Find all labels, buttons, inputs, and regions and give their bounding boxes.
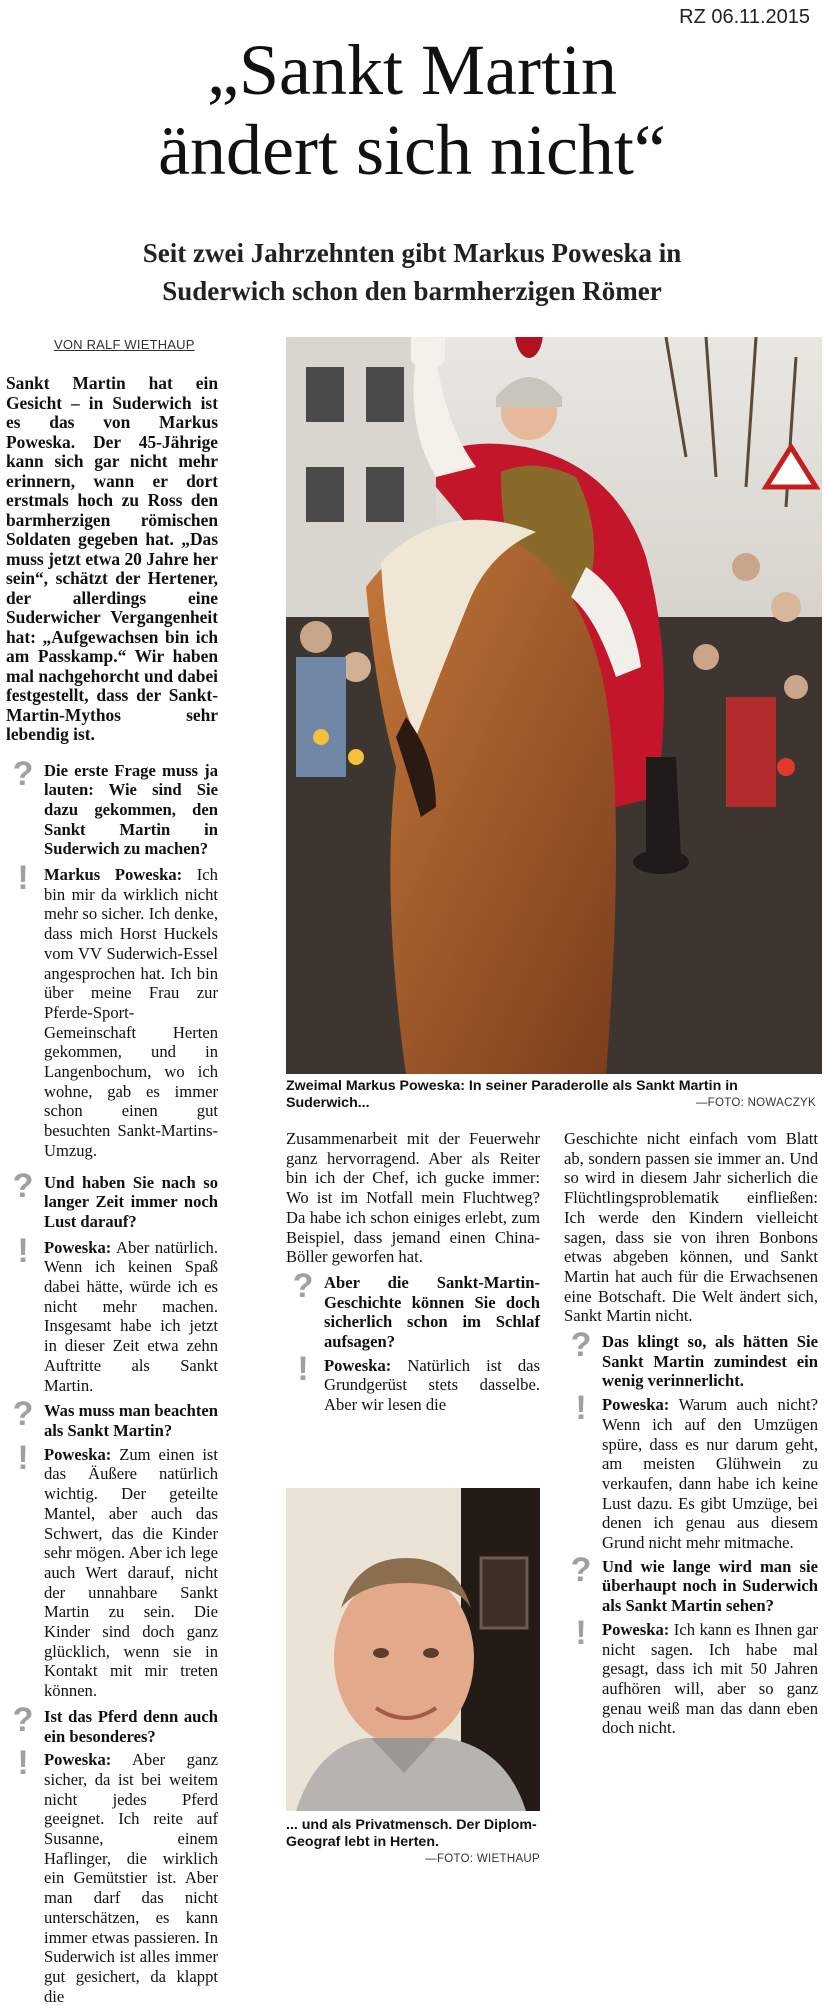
byline: VON RALF WIETHAUP xyxy=(54,337,195,352)
qa-item xyxy=(286,1349,540,1415)
qa-item xyxy=(6,1438,218,1701)
question: Die erste Frage muss ja lauten: Wie sind Sie dazu gekommen, den Sankt Martin in Suderwich zu machen? xyxy=(44,760,218,859)
question: Und wie lange wird man sie überhaupt noch in Suderwich als Sankt Martin sehen? xyxy=(602,1556,818,1616)
intro-paragraph: Sankt Martin hat ein Gesicht – in Suderwich ist es das von Markus Poweska. Der 45-Jährige kann sich gar nicht mehr erinnern, wann er dort erstmals hoch zu Ross den barmherzigen römischen Soldaten gegeben hat. „Das muss jetzt etwa 20 Jahre her sein“, schätzt der Hertener, der allerdings eine Suderwicher Vergangenheit hat: „Aufgewachsen bin ich am Passkamp.“ Wir haben mal nachgehorcht und dabei festgestellt, dass der Sankt-Martin-Mythos sehr lebendig ist. xyxy=(6,373,218,744)
answer-text: Zum einen ist das Äußere natürlich wichtig. Der geteilte Mantel, aber auch das Schwert, das die Kinder sehr mögen. Aber ich lege auch Wert darauf, nicht der unnahbare Sankt Martin zu sein. Die Kinder sind doch ganz glücklich, wenn sie in Kontakt mit mir treten können. xyxy=(44,1444,218,1701)
question: Und haben Sie nach so langer Zeit immer noch Lust darauf? xyxy=(44,1172,218,1231)
speaker: Poweska: xyxy=(44,1750,112,1770)
speaker: Markus Poweska: xyxy=(44,865,183,885)
subhead-line-2: Suderwich schon den barmherzigen Römer xyxy=(162,276,662,306)
qa-item xyxy=(564,1550,818,1616)
answer xyxy=(324,1356,540,1415)
headline-line-2: ändert sich nicht“ xyxy=(158,110,666,190)
speaker: Poweska: xyxy=(602,1619,670,1639)
speaker: Poweska: xyxy=(44,1237,112,1257)
rider-illustration xyxy=(286,337,822,1074)
qa-item xyxy=(286,1266,540,1352)
qa-item xyxy=(564,1389,818,1553)
question: Ist das Pferd denn auch ein besonderes? xyxy=(44,1706,218,1746)
answer-text: Ich kann es Ihnen gar nicht sagen. Ich habe mal gesagt, dass ich mit 50 Jahren aufhören will, aber so ganz genau weiß man das dann eben doch nicht. xyxy=(602,1619,818,1738)
exclamation-mark-icon: ! xyxy=(575,1389,587,1428)
answer-text: Warum auch nicht? Wenn ich auf den Umzügen spüre, dass es nur darum geht, am meisten Glühwein zu verkaufen, dann habe ich keine Lust dazu. Es gibt Umzüge, bei denen ich genau aus diesem Grund nicht mehr mitmache. xyxy=(602,1395,818,1553)
question-mark-icon: ? xyxy=(570,1326,592,1365)
question-mark-icon: ? xyxy=(12,1395,34,1434)
question-mark-icon: ? xyxy=(12,1700,34,1739)
question-mark-icon: ? xyxy=(12,754,34,793)
article-column-2 xyxy=(286,1129,540,1415)
exclamation-mark-icon: ! xyxy=(17,859,29,898)
speaker: Poweska: xyxy=(602,1395,670,1415)
speaker: Poweska: xyxy=(324,1355,392,1375)
subhead-line-1: Seit zwei Jahrzehnten gibt Markus Poweska in xyxy=(142,238,682,268)
headline-line-1: „Sankt Martin xyxy=(207,30,617,110)
exclamation-mark-icon: ! xyxy=(575,1613,587,1652)
qa-item xyxy=(564,1326,818,1391)
portrait-illustration xyxy=(286,1488,540,1811)
question: Aber die Sankt-Martin-Geschichte können Sie doch sicherlich schon im Schlaf aufsagen? xyxy=(324,1272,540,1352)
question: Was muss man beachten als Sankt Martin? xyxy=(44,1401,218,1440)
qa-item xyxy=(564,1613,818,1738)
question: Das klingt so, als hätten Sie Sankt Martin zumindest ein wenig verinnerlicht. xyxy=(602,1332,818,1391)
subheadline xyxy=(40,234,784,310)
answer xyxy=(602,1620,818,1738)
speaker: Poweska: xyxy=(44,1444,112,1464)
main-photo-sankt-martin-on-horse xyxy=(286,337,822,1074)
article-column-1 xyxy=(6,374,218,2006)
answer-text: Natürlich ist das Grundgerüst stets dasselbe. Aber wir lesen die xyxy=(324,1355,540,1415)
qa-item xyxy=(6,1231,219,1396)
caption-text: Zweimal Markus Poweska: In seiner Paraderolle als Sankt Martin in Suderwich... xyxy=(286,1078,738,1111)
answer-text: Aber natürlich. Wenn ich keinen Spaß dabei hätte, würde ich es nicht mehr machen. Insgesamt habe ich jetzt in dieser Zeit etwa zehn Auftritte als Sankt Martin. xyxy=(44,1237,219,1395)
exclamation-mark-icon: ! xyxy=(17,1231,29,1270)
question-mark-icon: ? xyxy=(12,1166,34,1205)
answer xyxy=(602,1395,818,1553)
answer xyxy=(44,1445,218,1701)
exclamation-mark-icon: ! xyxy=(297,1349,309,1388)
answer-text: Ich bin mir da wirklich nicht mehr so sicher. Ich denke, dass mich Horst Huckels vom VV Suderwich-Essel angesprochen hat. Ich bin über meine Frau zur Pferde-Sport-Gemeinschaft Herten gekommen, und in Langenbochum, wo ich wohne, gab es immer schon einen gut besuchten Sankt-Martins-Umzug. xyxy=(44,865,218,1160)
qa-item xyxy=(6,754,218,860)
qa-item xyxy=(6,1744,218,2006)
continuation-paragraph: Zusammenarbeit mit der Feuerwehr ganz hervorragend. Aber als Reiter bin ich der Chef, ich gucke immer: Wo ist im Notfall mein Fluchtweg? Da habe ich schon einiges erlebt, zum Beispiel, dass jemand einen China-Böller geworfen hat. xyxy=(286,1129,540,1267)
qa-item xyxy=(6,1395,218,1440)
article-column-3 xyxy=(564,1129,818,1738)
question-mark-icon: ? xyxy=(570,1550,592,1589)
headline xyxy=(0,30,824,190)
photo-credit: —FOTO: WIETHAUP xyxy=(425,1853,540,1865)
photo-credit: —FOTO: NOWACZYK xyxy=(695,1097,816,1109)
answer xyxy=(44,1238,218,1396)
qa-item xyxy=(6,1700,218,1746)
question-mark-icon: ? xyxy=(292,1266,314,1305)
caption-text: ... und als Privatmensch. Der Diplom-Geograf lebt in Herten. xyxy=(286,1817,537,1850)
answer-text: Aber ganz sicher, da ist bei weitem nicht jedes Pferd geeignet. Ich reite auf Susanne, einem Haflinger, die wirklich ein Gemütstier ist. Aber man darf das nicht unterschätzen, es kann immer etwas passieren. In Suderwich ist alles immer gut gesichert, da klappt die xyxy=(44,1750,218,2006)
exclamation-mark-icon: ! xyxy=(17,1744,29,1783)
main-photo-caption xyxy=(286,1078,816,1112)
portrait-photo-markus-poweska xyxy=(286,1488,540,1811)
continuation-paragraph: Geschichte nicht einfach vom Blatt ab, sondern passen sie immer an. Und so wird in diesem Jahr sicherlich die Flüchtlingsproblematik einfließen: Ich werde den Kindern vielleicht sagen, dass sie von ihren Bonbons etwas abgeben können, und Sankt Martin hat auch für die Erwachsenen eine Botschaft. Die Welt ändert sich, Sankt Martin nicht. xyxy=(564,1129,818,1326)
qa-item xyxy=(6,859,218,1161)
qa-item xyxy=(6,1166,218,1232)
exclamation-mark-icon: ! xyxy=(17,1438,29,1477)
answer xyxy=(44,1750,218,2006)
portrait-caption xyxy=(286,1817,540,1868)
dateline: RZ 06.11.2015 xyxy=(679,6,810,28)
answer xyxy=(44,865,218,1161)
